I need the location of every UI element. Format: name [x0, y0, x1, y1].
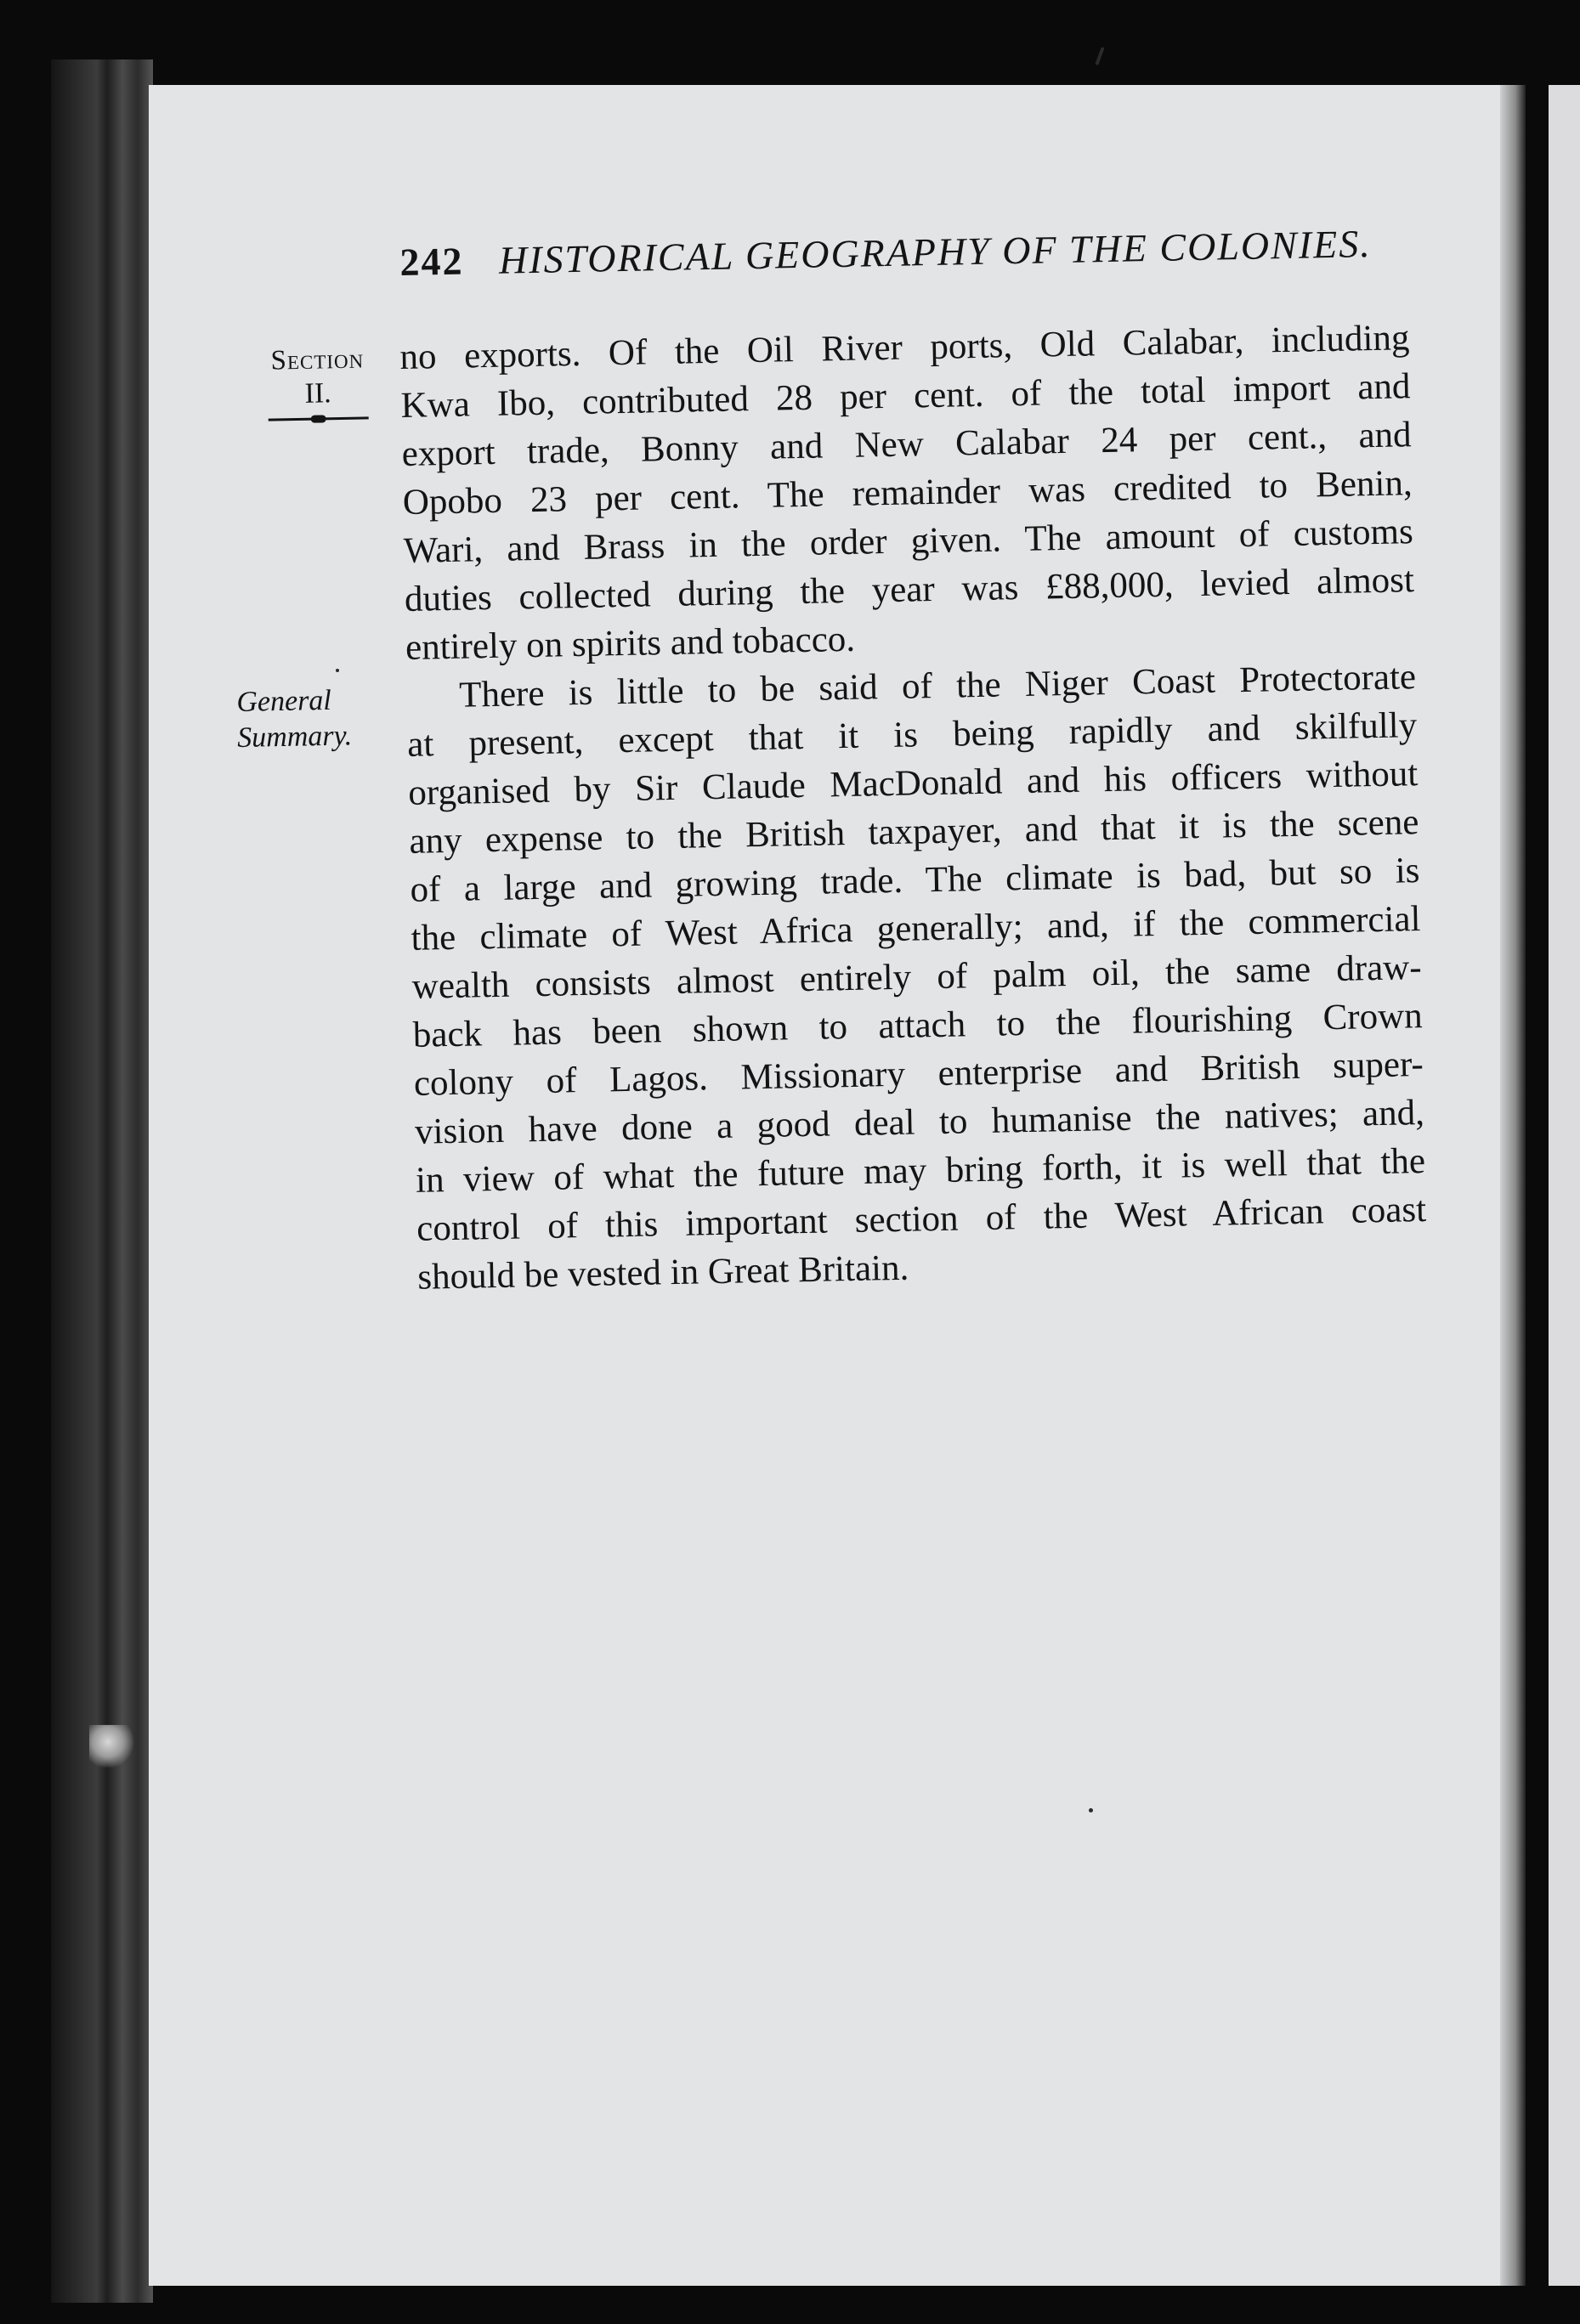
- text-line: colony of Lagos. Missionary enterprise and British super-: [413, 1044, 1424, 1104]
- text-line: in view of what the future may bring forth, it is well that the: [415, 1141, 1426, 1201]
- text-line: control of this important section of the West African coast: [416, 1190, 1427, 1249]
- text-line: export trade, Bonny and New Calabar 24 per cent., and: [401, 415, 1412, 474]
- facing-page-edge: [1549, 85, 1580, 2286]
- scan-blemish: [89, 1725, 136, 1767]
- summary-note-line-2: Summary.: [236, 720, 353, 754]
- body-text: [399, 314, 1428, 1302]
- text-line: Kwa Ibo, contributed 28 per cent. of the total import and: [400, 366, 1411, 426]
- text-line: wealth consists almost entirely of palm oil, the same draw-: [411, 947, 1423, 1007]
- text-line: of a large and growing trade. The climate is bad, but so is: [410, 851, 1420, 910]
- page-gutter-shadow: [1500, 85, 1526, 2286]
- text-line: any expense to the British taxpayer, and that it is the scene: [409, 802, 1419, 862]
- margin-summary-note: [236, 682, 391, 756]
- text-line: back has been shown to attach to the flourishing Crown: [412, 996, 1424, 1055]
- scan-speck: [1095, 47, 1104, 65]
- page-number: 242: [399, 239, 464, 284]
- text-line: Wari, and Brass in the order given. The amount of customs: [403, 512, 1414, 571]
- text-line: the climate of West Africa generally; and, if the commercial: [411, 899, 1421, 958]
- text-line: vision have done a good deal to humanise the natives; and,: [414, 1093, 1425, 1152]
- scan-speck: [336, 669, 339, 672]
- text-line: entirely on spirits and tobacco.: [405, 619, 856, 668]
- text-line: duties collected during the year was £88,000, levied almost: [404, 560, 1415, 619]
- text-line: organised by Sir Claude MacDonald and his officers without: [407, 754, 1419, 813]
- text-line: no exports. Of the Oil River ports, Old Calabar, including: [399, 318, 1410, 377]
- text-line: Opobo 23 per cent. The remainder was credited to Benin,: [402, 463, 1413, 523]
- scan-speck: [1089, 1808, 1093, 1812]
- summary-note-line-1: General: [236, 684, 332, 718]
- text-line: There is little to be said of the Niger Coast Protectorate: [458, 657, 1417, 715]
- text-line: should be vested in Great Britain.: [416, 1247, 909, 1298]
- margin-section-note: [253, 342, 382, 421]
- section-numeral: II.: [304, 377, 332, 410]
- book-spine-shadow: [51, 59, 153, 2303]
- section-label: Section: [270, 343, 365, 376]
- running-title: HISTORICAL GEOGRAPHY OF THE COLONIES.: [498, 222, 1373, 282]
- text-line: at present, except that it is being rapidly and skilfully: [406, 705, 1418, 765]
